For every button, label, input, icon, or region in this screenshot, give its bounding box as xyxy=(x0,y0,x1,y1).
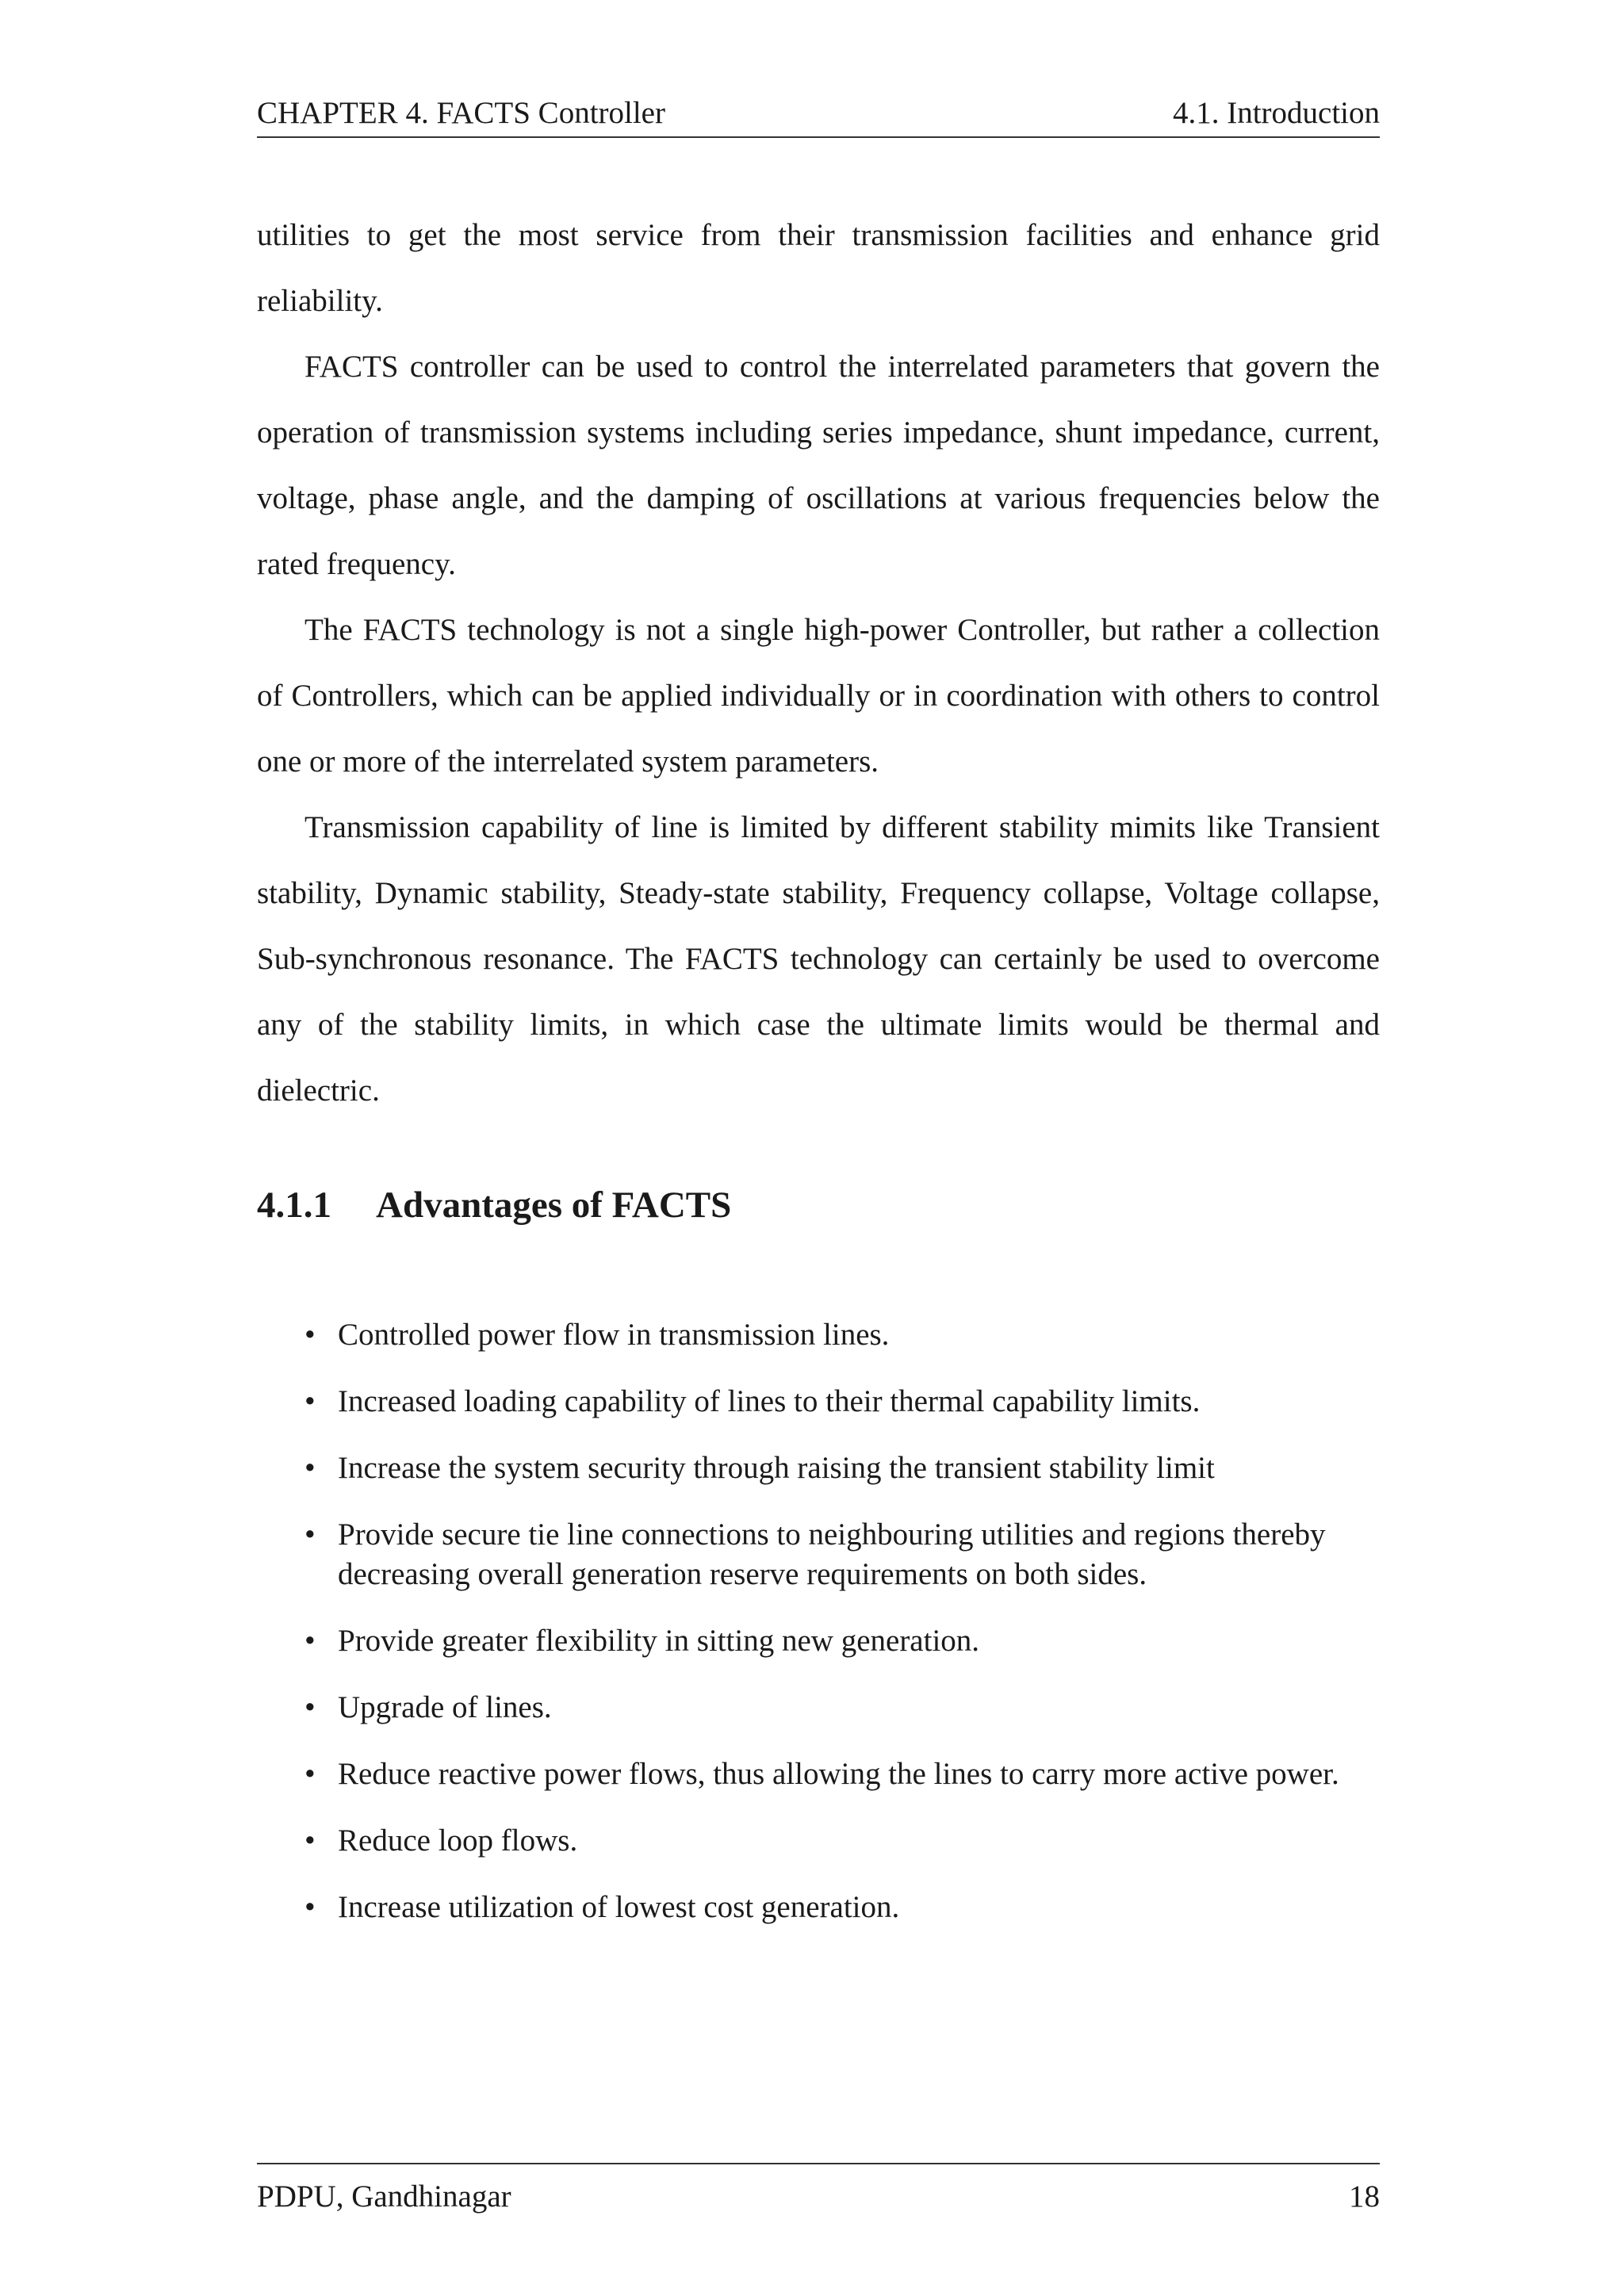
paragraph: The FACTS technology is not a single high-power Controller, but rather a collection of Controllers, which can be applied individually or in coordination with others to control one or more of the interrelated system parameters. xyxy=(257,613,1380,779)
list-item xyxy=(304,1688,1380,1728)
bullet-icon: • xyxy=(304,1823,316,1858)
running-footer xyxy=(257,2163,1380,2217)
list-item-text: Reduce reactive power flows, thus allowing the lines to carry more active power. xyxy=(338,1757,1339,1791)
bullet-icon: • xyxy=(304,1757,316,1791)
bullet-icon: • xyxy=(304,1690,316,1724)
bullet-icon: • xyxy=(304,1517,316,1552)
list-item-text: Reduce loop flows. xyxy=(338,1823,578,1858)
list-item xyxy=(304,1448,1380,1488)
list-item-text: Provide greater flexibility in sitting new generation. xyxy=(338,1624,980,1658)
paragraph: FACTS controller can be used to control the interrelated parameters that govern the operation of transmission systems including series impedance, shunt impedance, current, voltage, phase angle, and the damping of oscillations at various frequencies below the rated frequency. xyxy=(257,350,1380,581)
list-item-text: Upgrade of lines. xyxy=(338,1690,552,1724)
bullet-icon: • xyxy=(304,1384,316,1418)
list-item xyxy=(304,1515,1380,1594)
bullet-icon: • xyxy=(304,1890,316,1924)
bullet-icon: • xyxy=(304,1451,316,1485)
document-page xyxy=(257,0,1380,2296)
bullet-icon: • xyxy=(304,1318,316,1352)
paragraph: utilities to get the most service from their transmission facilities and enhance grid reliability. xyxy=(257,218,1380,318)
list-item-text: Provide secure tie line connections to neighbouring utilities and regions thereby decreasing overall generation reserve requirements on both sides. xyxy=(338,1517,1326,1591)
section-heading xyxy=(257,1181,731,1229)
running-header xyxy=(257,94,1380,138)
page-number: 18 xyxy=(1349,2179,1380,2214)
list-item xyxy=(304,1621,1380,1661)
header-section: 4.1. Introduction xyxy=(1172,96,1380,130)
list-item-text: Increase utilization of lowest cost generation. xyxy=(338,1890,900,1924)
section-title: Advantages of FACTS xyxy=(376,1184,732,1226)
list-item xyxy=(304,1382,1380,1422)
list-item-text: Increase the system security through raising the transient stability limit xyxy=(338,1451,1215,1485)
advantages-list xyxy=(304,1315,1380,1954)
list-item xyxy=(304,1315,1380,1355)
list-item xyxy=(304,1888,1380,1927)
paragraph: Transmission capability of line is limited by different stability mimits like Transient stability, Dynamic stability, Steady-state stability, Frequency collapse, Voltage collapse, Sub-synchronous resonance. The FACTS technology can certainly be used to overcome any of the stability limits, in which case the ultimate limits would be thermal and dielectric. xyxy=(257,810,1380,1108)
body-text xyxy=(257,202,1380,1123)
bullet-icon: • xyxy=(304,1624,316,1658)
header-chapter: CHAPTER 4. FACTS Controller xyxy=(257,96,665,130)
section-number: 4.1.1 xyxy=(257,1184,331,1226)
list-item xyxy=(304,1755,1380,1794)
list-item xyxy=(304,1821,1380,1861)
footer-institution: PDPU, Gandhinagar xyxy=(257,2179,511,2214)
list-item-text: Increased loading capability of lines to their thermal capability limits. xyxy=(338,1384,1201,1418)
list-item-text: Controlled power flow in transmission lines. xyxy=(338,1318,890,1352)
